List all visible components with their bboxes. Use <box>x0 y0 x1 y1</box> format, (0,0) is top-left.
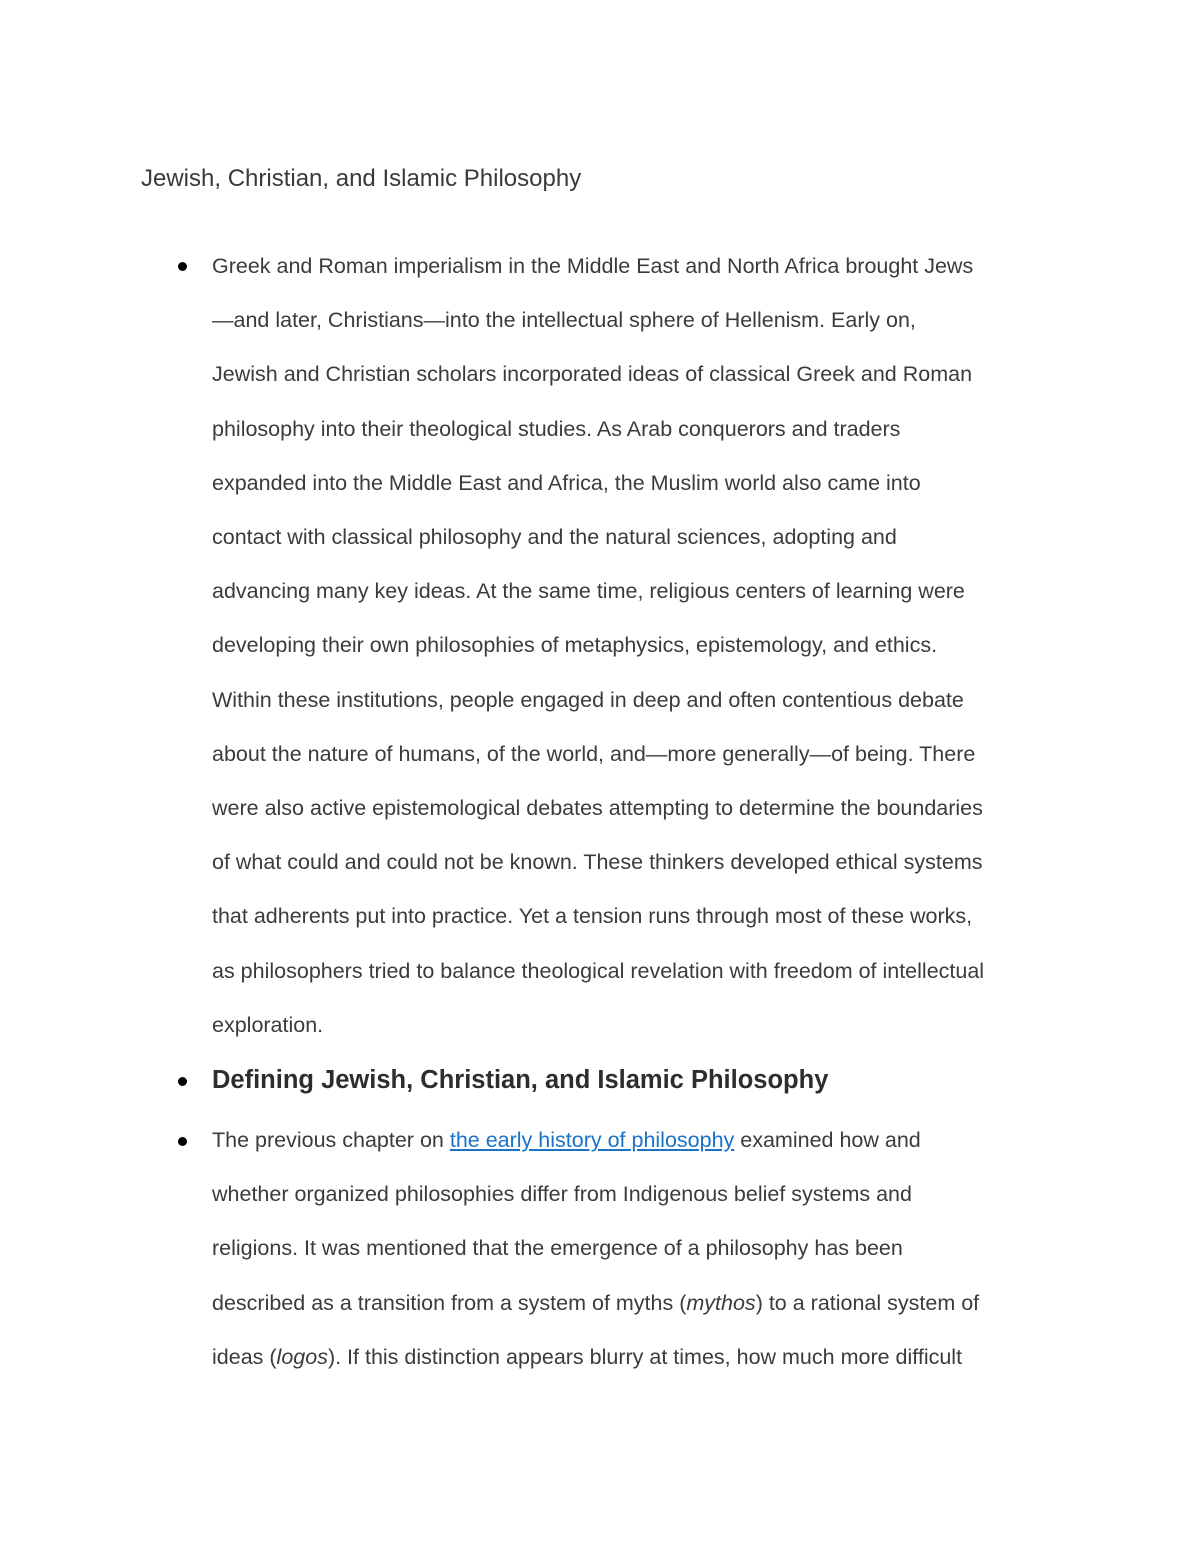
paragraph-line: Greek and Roman imperialism in the Middle East and North Africa brought Jews <box>212 254 974 278</box>
section-heading: Defining Jewish, Christian, and Islamic Philosophy <box>212 1066 829 1094</box>
paragraph-line <box>212 1113 1072 1167</box>
text-segment: examined how and <box>734 1128 921 1152</box>
paragraph-line: expanded into the Middle East and Africa, the Muslim world also came into <box>212 470 921 495</box>
paragraph-line: contact with classical philosophy and the natural sciences, adopting and <box>212 525 897 550</box>
bullet-point-icon <box>178 1137 187 1146</box>
bullet-point-icon <box>178 1077 187 1086</box>
paragraph-line: developing their own philosophies of metaphysics, epistemology, and ethics. <box>212 633 938 658</box>
text-segment: The previous chapter on <box>212 1128 450 1152</box>
text-segment: ideas ( <box>212 1344 277 1369</box>
paragraph-line: —and later, Christians—into the intellectual sphere of Hellenism. Early on, <box>212 308 916 333</box>
paragraph-line: that adherents put into practice. Yet a tension runs through most of these works, <box>212 904 973 929</box>
paragraph-line: were also active epistemological debates attempting to determine the boundaries <box>212 796 983 821</box>
text-segment: ). If this distinction appears blurry at times, how much more difficult <box>327 1344 963 1369</box>
paragraph-intro <box>212 239 1072 1052</box>
paragraph-line: religions. It was mentioned that the emergence of a philosophy has been <box>212 1236 903 1261</box>
paragraph-line: Within these institutions, people engaged in deep and often contentious debate <box>212 687 964 712</box>
italic-term-mythos: mythos <box>686 1290 756 1315</box>
paragraph-line <box>212 1276 1072 1330</box>
paragraph-line: exploration. <box>212 1012 324 1037</box>
paragraph-line <box>212 1330 1072 1384</box>
document-title: Jewish, Christian, and Islamic Philosophy <box>141 165 582 192</box>
paragraph-line: about the nature of humans, of the world, and—more generally—of being. There <box>212 741 976 766</box>
paragraph-line: philosophy into their theological studies. As Arab conquerors and traders <box>212 416 901 441</box>
early-history-link[interactable]: the early history of philosophy <box>449 1128 735 1152</box>
paragraph-line: advancing many key ideas. At the same time, religious centers of learning were <box>212 579 965 604</box>
text-segment: ) to a rational system of <box>755 1290 980 1315</box>
paragraph-line: Jewish and Christian scholars incorporated ideas of classical Greek and Roman <box>212 362 973 387</box>
bullet-point-icon <box>178 262 187 271</box>
paragraph-line: of what could and could not be known. These thinkers developed ethical systems <box>212 850 983 875</box>
text-segment: described as a transition from a system of myths ( <box>212 1290 687 1315</box>
paragraph-definition <box>212 1113 1072 1384</box>
paragraph-line: whether organized philosophies differ from Indigenous belief systems and <box>212 1182 912 1207</box>
paragraph-line: as philosophers tried to balance theological revelation with freedom of intellectual <box>212 958 985 983</box>
italic-term-logos: logos <box>276 1344 328 1369</box>
